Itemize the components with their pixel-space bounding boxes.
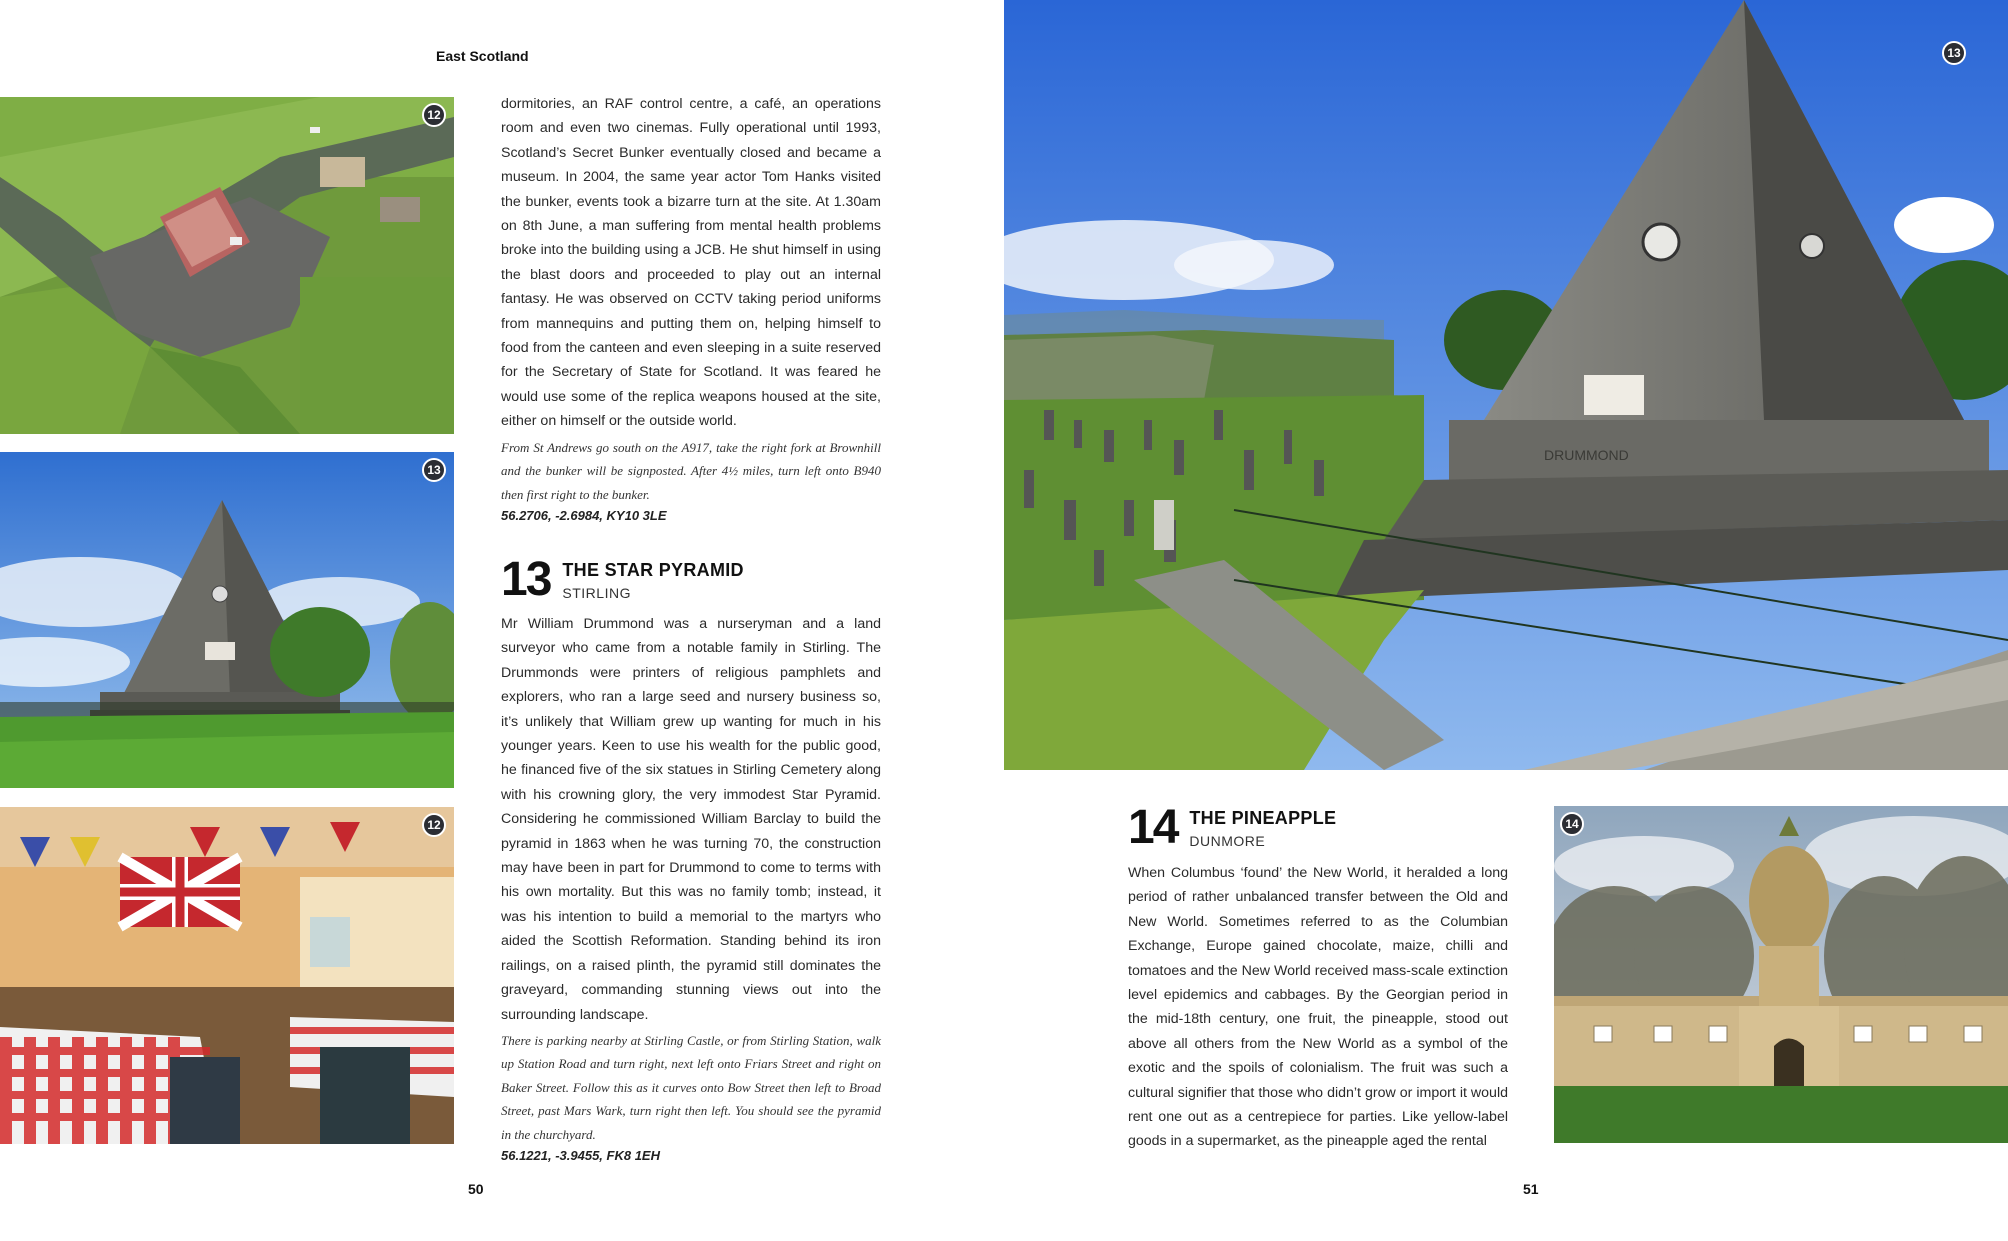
entry-title: THE STAR PYRAMID	[562, 560, 744, 580]
entry-14-text	[1128, 861, 1508, 1154]
left-text-column	[501, 92, 881, 523]
entry-body: Mr William Drummond was a nurseryman and a land surveyor who came from a notable family in Stirling. The Drummonds were printers of religious pamphlets and explorers, who ran a large seed and nursery business so, it’s unlikely that William grew up wanting for much in his younger years. Keen to use his wealth for the public good, he financed five of the six statues in Stirling Cemetery along with his crowning glory, the very immodest Star Pyramid. Considering he commissioned William Barclay to build the pyramid in 1863 when he was turning 70, the construction may have been in part for Drummond to come to terms with his own mortality. But this was no family tomb; instead, it was his intention to build a memorial to the martyrs who aided the Scottish Reformation. Standing behind its iron railings, on a raised plinth, the pyramid still dominates the graveyard, commanding stunning views out into the surrounding landscape.	[501, 616, 881, 1023]
photo-bunker-aerial	[0, 97, 454, 434]
entry-number: 13	[501, 553, 551, 606]
bunker-coordinates: 56.2706, -2.6984, KY10 3LE	[501, 508, 667, 524]
entry-13-text	[501, 612, 881, 1163]
location-badge: 12	[422, 813, 446, 837]
page-number-right: 51	[1523, 1181, 1539, 1197]
bunker-continued-text: dormitories, an RAF control centre, a café, an operations room and even two cinemas. Fully operational until 1993, Scotland’s Secret Bunker eventually closed and became a museum. In 2004, the same year actor Tom Hanks visited the bunker, events took a bizarre turn at the site. At 1.30am on 8th June, a man suffering from mental health problems broke into the building using a JCB. He shut himself in using the blast doors and proceeded to play out an internal fantasy. He was observed on CCTV taking period uniforms from mannequins and putting them on, helping himself to food from the canteen and even sleeping in a suite reserved for the Secretary of State for Scotland. It was feared he would use some of the replica weapons housed at the site, either on himself or the outside world.	[501, 96, 881, 430]
photo-pineapple	[1554, 806, 2008, 1143]
entry-directions: There is parking nearby at Stirling Castle, or from Stirling Station, walk up Station Road and turn right, next left onto Friars Street and right on Baker Street. Follow this as it curves onto Bow Street then left to Broad Street, past Mars Wark, turn right then left. You should see the pyramid in the churchyard.	[501, 1032, 881, 1142]
location-badge: 14	[1560, 812, 1584, 836]
photo-star-pyramid-small	[0, 452, 454, 788]
entry-coordinates: 56.1221, -3.9455, FK8 1EH	[501, 1148, 660, 1164]
location-badge: 12	[422, 103, 446, 127]
bunker-directions: From St Andrews go south on the A917, take the right fork at Brownhill and the bunker will be signposted. After 4½ miles, turn left onto B940 then first right to the bunker.	[501, 439, 881, 502]
entry-title: THE PINEAPPLE	[1189, 808, 1337, 828]
location-badge: 13	[422, 458, 446, 482]
pyramid-engraving: DRUMMOND	[1544, 447, 1629, 463]
entry-13-heading	[501, 553, 744, 606]
entry-number: 14	[1128, 801, 1178, 854]
entry-location: STIRLING	[562, 585, 631, 601]
section-header: East Scotland	[436, 48, 529, 64]
photo-bunker-canteen	[0, 807, 454, 1144]
page-number-left: 50	[468, 1181, 484, 1197]
entry-body: When Columbus ‘found’ the New World, it heralded a long period of rather unbalanced transfer between the Old and New World. Sometimes referred to as the Columbian Exchange, Europe gained chocolate, maize, chilli and tomatoes and the New World received mass-scale extinction level epidemics and cabbages. By the Georgian period in the mid-18th century, one fruit, the pineapple, stood out above all others from the New World as a symbol of the exotic and the spoils of colonialism. The fruit was such a cultural signifier that those who didn’t grow or import it would rent one out as a centrepiece for parties. Like yellow-label goods in a supermarket, as the pineapple aged the rental	[1128, 865, 1508, 1150]
entry-14-heading	[1128, 801, 1337, 854]
entry-location: DUNMORE	[1189, 833, 1266, 849]
photo-star-pyramid-large	[1004, 0, 2008, 770]
location-badge: 13	[1942, 41, 1966, 65]
